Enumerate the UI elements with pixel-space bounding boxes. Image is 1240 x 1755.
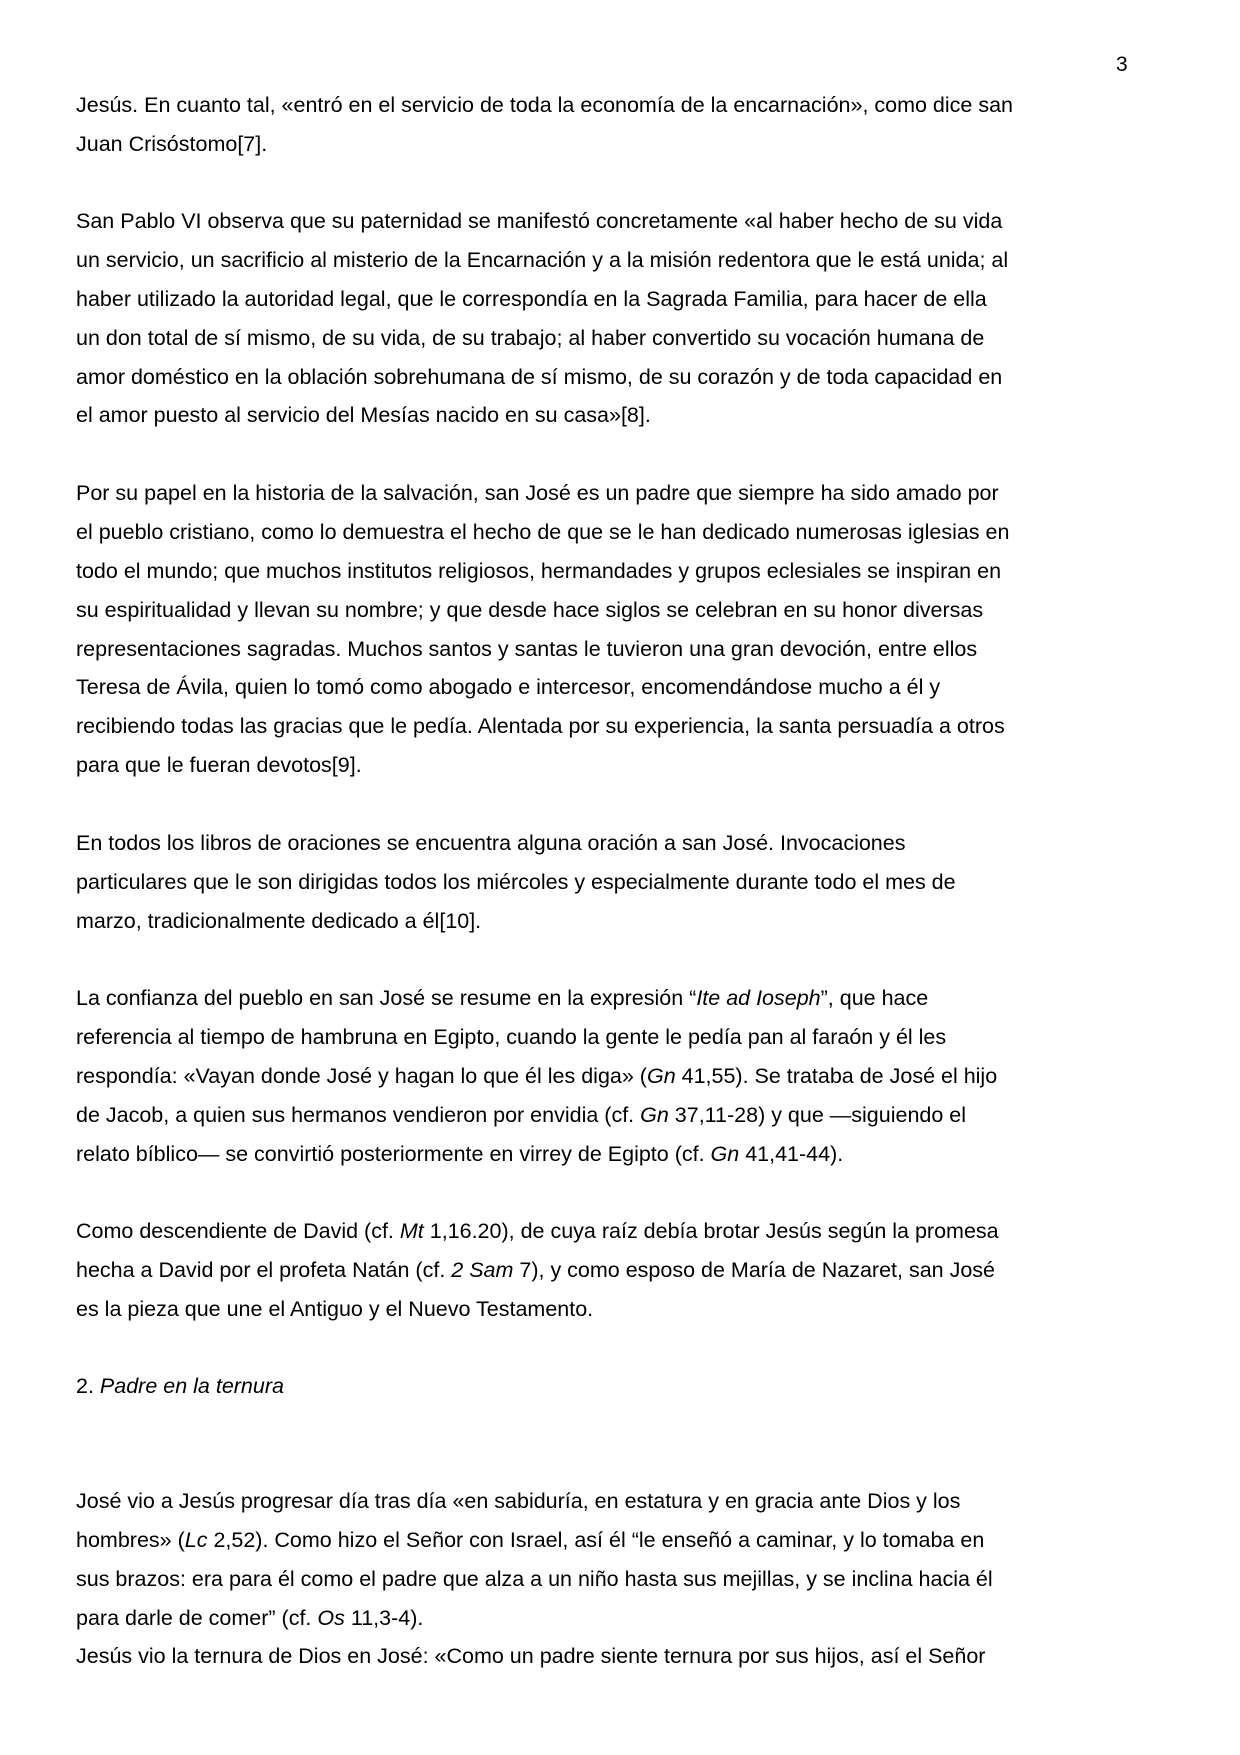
text-line: [76, 1482, 1176, 1521]
paragraph: [76, 1482, 1176, 1638]
latin-expression: Ite ad Ioseph: [696, 986, 821, 1010]
text-line: Jesús. En cuanto tal, «entró en el servicio de toda la economía de la encarnación», como dice san: [76, 93, 1014, 117]
paragraph: [76, 824, 1176, 941]
text-run: José vio a Jesús progresar día tras día «en sabiduría, en estatura y en gracia ante Dios y los: [76, 1489, 961, 1513]
text-run: Como descendiente de David (cf.: [76, 1219, 400, 1243]
text-line: para que le fueran devotos[9].: [76, 753, 362, 778]
text-line: [76, 1290, 1176, 1329]
text-run: 11,3-4).: [344, 1605, 424, 1630]
text-line: Teresa de Ávila, quien lo tomó como abogado e intercesor, encomendándose mucho a él y: [76, 675, 941, 700]
paragraph: [76, 202, 1176, 435]
paragraph: [76, 474, 1176, 785]
paragraph: [76, 1637, 1176, 1676]
text-run: ”, que hace: [820, 986, 929, 1010]
text-run: 41,41-44).: [739, 1141, 844, 1166]
bible-book-abbrev: 2 Sam: [451, 1257, 514, 1282]
text-run: 41,55). Se trataba de José el hijo: [675, 1063, 998, 1088]
text-line: Jesús vio la ternura de Dios en José: «Como un padre siente ternura por sus hijos, así el Señor: [76, 1644, 986, 1668]
text-run: 2,52). Como hizo el Señor con Israel, así él “le enseñó a caminar, y lo tomaba en: [207, 1527, 985, 1552]
text-line: su espiritualidad y llevan su nombre; y que desde hace siglos se celebran en su honor diversas: [76, 597, 984, 622]
text-line: Por su papel en la historia de la salvación, san José es un padre que siempre ha sido amado por: [76, 481, 999, 505]
text-line: [76, 1135, 1176, 1174]
text-run: es la pieza que une el Antiguo y el Nuevo Testamento.: [76, 1296, 594, 1321]
text-run: referencia al tiempo de hambruna en Egipto, cuando la gente le pedía pan al faraón y él les: [76, 1024, 947, 1049]
text-run: respondía: «Vayan donde José y hagan lo que él les diga» (: [76, 1063, 647, 1088]
text-run: 7), y como esposo de María de Nazaret, san José: [513, 1257, 996, 1282]
text-run: relato bíblico— se convirtió posteriormente en virrey de Egipto (cf.: [76, 1141, 711, 1166]
text-line: [76, 1212, 1176, 1251]
text-line: recibiendo todas las gracias que le pedía. Alentada por su experiencia, la santa persuadía a otros: [76, 714, 1005, 739]
text-run: 37,11-28) y que —siguiendo el: [668, 1102, 967, 1127]
text-line: [76, 979, 1176, 1018]
text-line: haber utilizado la autoridad legal, que le correspondía en la Sagrada Familia, para hacer de ella: [76, 286, 987, 311]
text-line: el amor puesto al servicio del Mesías nacido en su casa»[8].: [76, 403, 651, 428]
text-run: hecha a David por el profeta Natán (cf.: [76, 1257, 452, 1282]
page-number: 3: [1116, 53, 1128, 76]
text-line: [76, 1251, 1176, 1290]
heading-line: [76, 1367, 1176, 1406]
text-line: amor doméstico en la oblación sobrehumana de sí mismo, de su corazón y de toda capacidad en: [76, 364, 1003, 389]
text-line: [76, 1599, 1176, 1638]
bible-book-abbrev: Mt: [399, 1219, 424, 1243]
text-run: hombres» (: [76, 1527, 185, 1552]
text-line: marzo, tradicionalmente dedicado a él[10].: [76, 908, 482, 933]
text-line: [76, 1057, 1176, 1096]
text-line: el pueblo cristiano, como lo demuestra el hecho de que se le han dedicado numerosas iglesias en: [76, 519, 1010, 544]
text-run: para darle de comer” (cf.: [76, 1605, 318, 1630]
text-line: particulares que le son dirigidas todos los miércoles y especialmente durante todo el mes de: [76, 869, 956, 894]
text-line: San Pablo VI observa que su paternidad se manifestó concretamente «al haber hecho de su vida: [76, 209, 1003, 233]
paragraph: [76, 979, 1176, 1173]
text-line: representaciones sagradas. Muchos santos y santas le tuvieron una gran devoción, entre ellos: [76, 636, 978, 661]
text-run: sus brazos: era para él como el padre que alza a un niño hasta sus mejillas, y se inclina hacia él: [76, 1566, 993, 1591]
text-line: un don total de sí mismo, de su vida, de su trabajo; al haber convertido su vocación humana de: [76, 325, 985, 350]
text-run: La confianza del pueblo en san José se resume en la expresión “: [76, 986, 697, 1010]
paragraph: [76, 1212, 1176, 1329]
text-line: Juan Crisóstomo[7].: [76, 131, 268, 156]
section-title: Padre en la ternura: [99, 1374, 284, 1398]
text-line: [76, 1018, 1176, 1057]
bible-book-abbrev: Gn: [710, 1141, 740, 1166]
bible-book-abbrev: Os: [317, 1605, 345, 1630]
bible-book-abbrev: Gn: [640, 1102, 669, 1127]
text-line: [76, 1096, 1176, 1135]
text-line: [76, 1521, 1176, 1560]
section-heading: [76, 1367, 1176, 1406]
bible-book-abbrev: Lc: [184, 1527, 208, 1552]
section-number: 2.: [76, 1374, 100, 1398]
text-line: En todos los libros de oraciones se encuentra alguna oración a san José. Invocaciones: [76, 831, 906, 855]
text-run: de Jacob, a quien sus hermanos vendieron por envidia (cf.: [76, 1102, 641, 1127]
paragraph: [76, 86, 1176, 164]
bible-book-abbrev: Gn: [646, 1063, 676, 1088]
text-line: [76, 1560, 1176, 1599]
text-line: todo el mundo; que muchos institutos religiosos, hermandades y grupos eclesiales se inspiran en: [76, 558, 1002, 583]
text-line: un servicio, un sacrificio al misterio de la Encarnación y a la misión redentora que le está unida; al: [76, 247, 1009, 272]
text-run: 1,16.20), de cuya raíz debía brotar Jesús según la promesa: [423, 1219, 999, 1243]
